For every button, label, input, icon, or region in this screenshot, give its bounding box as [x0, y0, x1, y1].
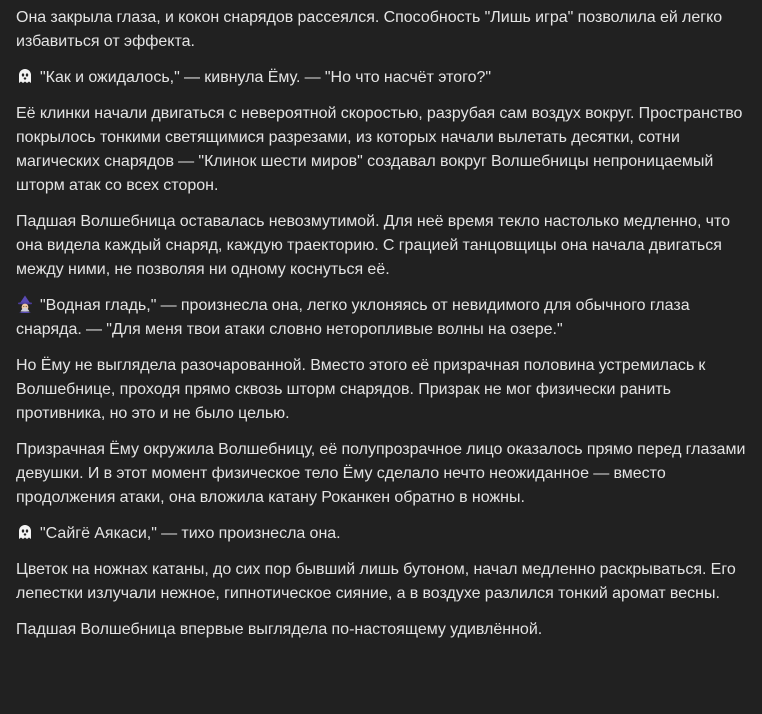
- paragraph: [16, 6, 750, 54]
- paragraph-text: "Как и ожидалось," — кивнула Ёму. — "Но что насчёт этого?": [40, 69, 492, 86]
- paragraph-text: Её клинки начали двигаться с невероятной скоростью, разрубая сам воздух вокруг. Пространство покрылось тонкими светящимися разрезами, из которых начали вылетать десятки, сотни магических снарядов — "Клинок шести миров" создавал вокруг Волшебницы непроницаемый шторм атак со всех сторон.: [16, 105, 743, 194]
- dialogue-paragraph: [16, 66, 750, 90]
- chat-message-content: [16, 6, 750, 654]
- paragraph-text: Но Ёму не выглядела разочарованной. Вместо этого её призрачная половина устремилась к Волшебнице, проходя прямо сквозь шторм снарядов. Призрак не мог физически ранить противника, но это и не было целью.: [16, 357, 706, 422]
- paragraph: [16, 618, 750, 642]
- paragraph: [16, 354, 750, 426]
- paragraph-text: Она закрыла глаза, и кокон снарядов рассеялся. Способность "Лишь игра" позволила ей легко избавиться от эффекта.: [16, 9, 723, 50]
- ghost-icon: [16, 523, 34, 541]
- mage-icon: [16, 295, 34, 313]
- dialogue-paragraph: [16, 522, 750, 546]
- paragraph-text: "Сайгё Аякаси," — тихо произнесла она.: [40, 525, 341, 542]
- paragraph: [16, 438, 750, 510]
- paragraph-text: Призрачная Ёму окружила Волшебницу, её полупрозрачное лицо оказалось прямо перед глазами девушки. И в этот момент физическое тело Ёму сделало нечто неожиданное — вместо продолжения атаки, она вложила катану Роканкен обратно в ножны.: [16, 441, 746, 506]
- dialogue-paragraph: [16, 294, 750, 342]
- paragraph-text: "Водная гладь," — произнесла она, легко уклоняясь от невидимого для обычного глаза снаряда. — "Для меня твои атаки словно неторопливые волны на озере.": [16, 297, 690, 338]
- paragraph-text: Падшая Волшебница впервые выглядела по-настоящему удивлённой.: [16, 621, 543, 638]
- paragraph: [16, 558, 750, 606]
- paragraph: [16, 102, 750, 198]
- ghost-icon: [16, 67, 34, 85]
- paragraph-text: Падшая Волшебница оставалась невозмутимой. Для неё время текло настолько медленно, что она видела каждый снаряд, каждую траекторию. С грацией танцовщицы она начала двигаться между ними, не позволяя ни одному коснуться её.: [16, 213, 731, 278]
- paragraph-text: Цветок на ножнах катаны, до сих пор бывший лишь бутоном, начал медленно раскрываться. Его лепестки излучали нежное, гипнотическое сияние, а в воздухе разлился тонкий аромат весны.: [16, 561, 736, 602]
- paragraph: [16, 210, 750, 282]
